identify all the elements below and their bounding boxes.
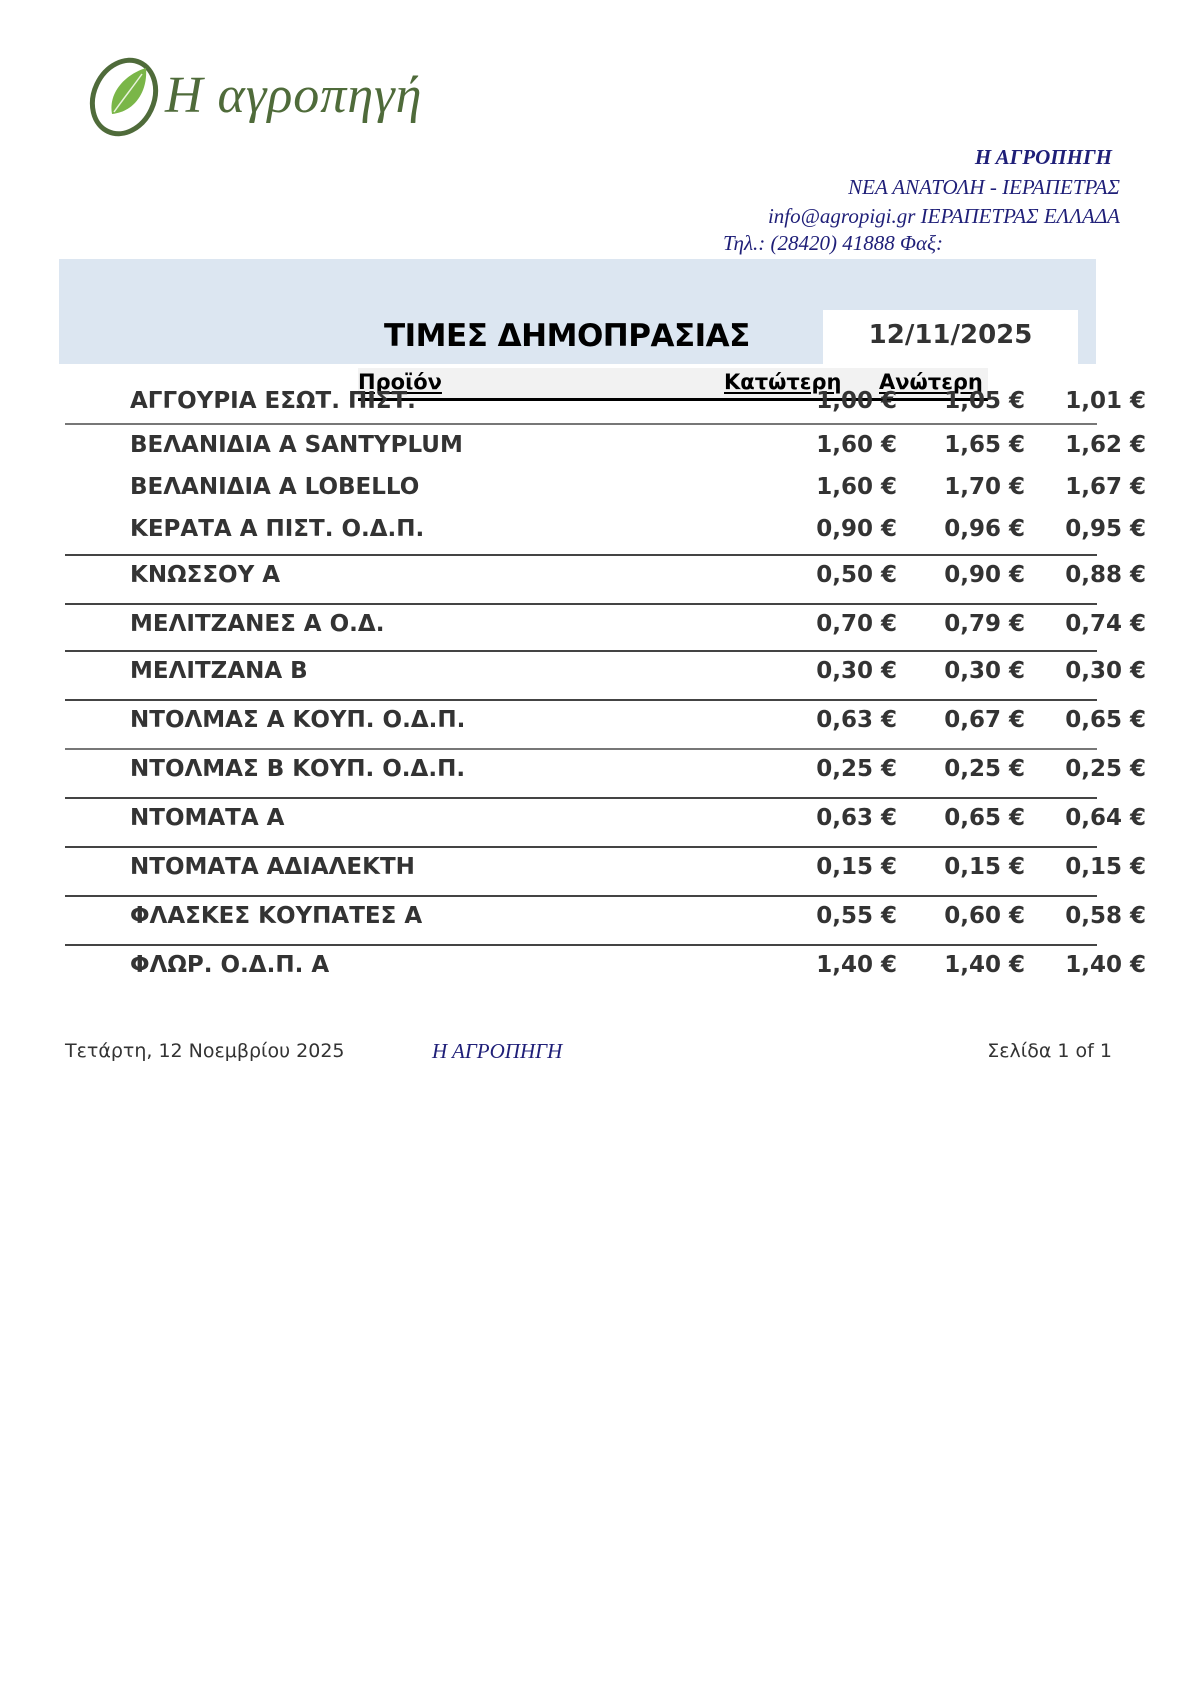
price-high: 1,70 € bbox=[944, 474, 1025, 500]
price-high: 1,05 € bbox=[944, 388, 1025, 414]
page-title: ΤΙΜΕΣ ΔΗΜΟΠΡΑΣΙΑΣ bbox=[384, 318, 750, 354]
price-average: 0,74 € bbox=[1065, 611, 1146, 637]
row-divider bbox=[65, 699, 1097, 701]
row-divider bbox=[65, 554, 1097, 556]
price-low: 0,25 € bbox=[816, 756, 897, 782]
product-name: ΦΛΑΣΚΕΣ ΚΟΥΠΑΤΕΣ Α bbox=[130, 903, 423, 929]
price-average: 1,62 € bbox=[1065, 432, 1146, 458]
price-high: 1,40 € bbox=[944, 952, 1025, 978]
price-high: 0,96 € bbox=[944, 516, 1025, 542]
product-name: ΜΕΛΙΤΖΑΝΑ Β bbox=[130, 658, 308, 684]
price-average: 0,64 € bbox=[1065, 805, 1146, 831]
price-low: 0,55 € bbox=[816, 903, 897, 929]
footer-page-number: Σελίδα 1 of 1 bbox=[987, 1040, 1112, 1062]
logo-wordmark: Η αγροπηγή bbox=[165, 67, 423, 124]
column-header-high: Ανώτερη bbox=[879, 370, 983, 394]
company-name: Η ΑΓΡΟΠΗΓΗ bbox=[974, 145, 1112, 169]
row-divider bbox=[65, 603, 1097, 605]
price-low: 0,30 € bbox=[816, 658, 897, 684]
price-average: 0,88 € bbox=[1065, 562, 1146, 588]
price-average: 0,30 € bbox=[1065, 658, 1146, 684]
footer-company: Η ΑΓΡΟΠΗΓΗ bbox=[432, 1039, 563, 1063]
price-low: 0,15 € bbox=[816, 854, 897, 880]
price-high: 0,67 € bbox=[944, 707, 1025, 733]
leaf-in-circle-icon bbox=[86, 52, 166, 142]
price-average: 0,15 € bbox=[1065, 854, 1146, 880]
product-name: ΝΤΟΜΑΤΑ Α bbox=[130, 805, 285, 831]
footer-date: Τετάρτη, 12 Νοεμβρίου 2025 bbox=[65, 1040, 345, 1062]
auction-date: 12/11/2025 bbox=[868, 320, 1033, 350]
column-header-low: Κατώτερη bbox=[724, 370, 842, 394]
product-name: ΚΕΡΑΤΑ Α ΠΙΣΤ. Ο.Δ.Π. bbox=[130, 516, 425, 542]
price-low: 1,40 € bbox=[816, 952, 897, 978]
price-high: 0,79 € bbox=[944, 611, 1025, 637]
row-divider bbox=[65, 895, 1097, 897]
price-average: 0,25 € bbox=[1065, 756, 1146, 782]
price-average: 0,65 € bbox=[1065, 707, 1146, 733]
product-name: ΝΤΟΛΜΑΣ Α ΚΟΥΠ. Ο.Δ.Π. bbox=[130, 707, 466, 733]
product-name: ΒΕΛΑΝΙΔΙΑ Α SANTYPLUM bbox=[130, 432, 463, 458]
company-address: ΝΕΑ ΑΝΑΤΟΛΗ - ΙΕΡΑΠΕΤΡΑΣ bbox=[848, 175, 1120, 199]
price-high: 0,60 € bbox=[944, 903, 1025, 929]
column-header-product: Προϊόν bbox=[358, 370, 442, 394]
price-high: 0,30 € bbox=[944, 658, 1025, 684]
product-name: ΜΕΛΙΤΖΑΝΕΣ Α Ο.Δ. bbox=[130, 611, 385, 637]
row-divider bbox=[65, 846, 1097, 848]
product-name: ΝΤΟΜΑΤΑ ΑΔΙΑΛΕΚΤΗ bbox=[130, 854, 415, 880]
price-average: 1,01 € bbox=[1065, 388, 1146, 414]
row-divider bbox=[65, 797, 1097, 799]
product-name: ΦΛΩΡ. Ο.Δ.Π. Α bbox=[130, 952, 330, 978]
product-name: ΒΕΛΑΝΙΔΙΑ Α LOBELLO bbox=[130, 474, 420, 500]
price-high: 0,25 € bbox=[944, 756, 1025, 782]
price-low: 0,50 € bbox=[816, 562, 897, 588]
product-name: ΝΤΟΛΜΑΣ Β ΚΟΥΠ. Ο.Δ.Π. bbox=[130, 756, 466, 782]
product-name: ΚΝΩΣΣΟΥ Α bbox=[130, 562, 281, 588]
price-high: 1,65 € bbox=[944, 432, 1025, 458]
price-low: 0,90 € bbox=[816, 516, 897, 542]
price-average: 0,95 € bbox=[1065, 516, 1146, 542]
price-average: 1,40 € bbox=[1065, 952, 1146, 978]
row-divider bbox=[65, 650, 1097, 652]
price-average: 0,58 € bbox=[1065, 903, 1146, 929]
row-divider bbox=[65, 944, 1097, 946]
price-low: 0,63 € bbox=[816, 805, 897, 831]
price-low: 1,00 € bbox=[816, 388, 897, 414]
row-divider bbox=[65, 748, 1097, 750]
row-divider bbox=[65, 423, 1097, 425]
price-high: 0,65 € bbox=[944, 805, 1025, 831]
price-high: 0,90 € bbox=[944, 562, 1025, 588]
price-average: 1,67 € bbox=[1065, 474, 1146, 500]
price-low: 0,70 € bbox=[816, 611, 897, 637]
price-low: 1,60 € bbox=[816, 474, 897, 500]
price-low: 1,60 € bbox=[816, 432, 897, 458]
product-name: ΑΓΓΟΥΡΙΑ ΕΣΩΤ. ΠΙΣΤ. bbox=[130, 388, 416, 414]
price-low: 0,63 € bbox=[816, 707, 897, 733]
price-high: 0,15 € bbox=[944, 854, 1025, 880]
company-email-line: info@agropigi.gr ΙΕΡΑΠΕΤΡΑΣ ΕΛΛΑΔΑ bbox=[767, 204, 1120, 228]
company-phone-line: Τηλ.: (28420) 41888 Φαξ: bbox=[723, 231, 944, 255]
